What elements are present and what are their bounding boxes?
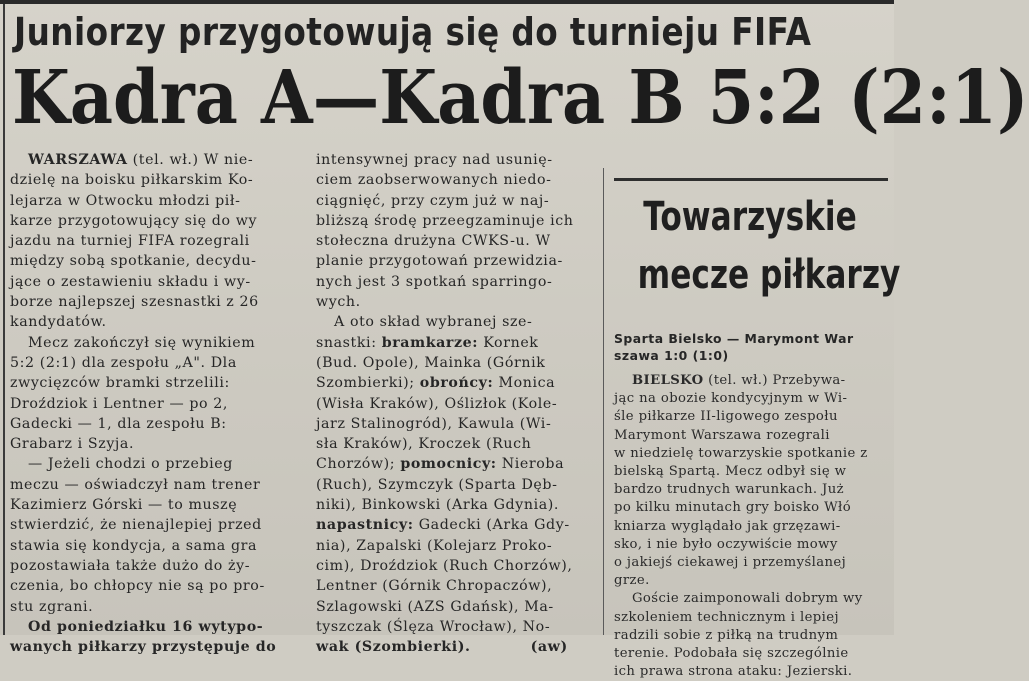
- article-line: w niedzielę towarzyskie spotkanie z: [614, 445, 868, 461]
- article-line: stu zgrani.: [10, 598, 94, 615]
- side-article-rule: [614, 178, 888, 181]
- article-column-2: [316, 150, 598, 657]
- side-article: [606, 168, 901, 680]
- article-line: 5:2 (2:1) dla zespołu „A". Dla: [10, 354, 237, 371]
- article-line: grze.: [614, 573, 650, 589]
- position-label-goalkeepers: bramkarze:: [381, 334, 479, 351]
- article-line: WARSZAWA (tel. wł.) W nie-: [28, 152, 254, 168]
- article-line: o jakiejś ciekawej i przemyślanej: [614, 555, 847, 571]
- position-label-defenders: obrońcy:: [419, 375, 494, 392]
- side-article-title-line2: mecze piłkarzy: [637, 252, 901, 298]
- article-line: jazdu na turniej FIFA rozegrali: [10, 233, 250, 250]
- side-article-title-line1: Towarzyskie: [643, 194, 857, 240]
- position-label-forwards: napastnicy:: [316, 517, 414, 534]
- article-line: karze przygotowujący się do wy: [10, 212, 258, 229]
- article-line: (Wisła Kraków), Oślizłok (Kole-: [316, 395, 558, 412]
- article-line: dzielę na boisku piłkarskim Ko-: [10, 172, 254, 189]
- article-line: Grabarz i Szyja.: [10, 436, 135, 453]
- article-line: ich prawa strona ataku: Jezierski.: [614, 664, 853, 680]
- article-line: szkoleniem technicznym i lepiej: [614, 609, 839, 625]
- article-line: napastnicy: Gadecki (Arka Gdy-: [316, 517, 570, 534]
- article-line: ciągnięć, przy czym już w naj-: [316, 192, 550, 209]
- article-line: po kilku minutach gry boisko Włó: [614, 500, 852, 516]
- article-line: Droździok i Lentner — po 2,: [10, 395, 229, 412]
- article-line: (Bud. Opole), Mainka (Górnik: [316, 354, 546, 371]
- kicker-headline: Juniorzy przygotowują się do turnieju FIFA: [14, 10, 812, 54]
- article-column-1: [10, 150, 304, 657]
- article-line: bielską Spartą. Mecz odbył się w: [614, 464, 847, 480]
- top-rule: [0, 0, 894, 4]
- article-line: snastki: bramkarze: Kornek: [316, 334, 539, 351]
- article-line: Goście zaimponowali dobrym wy: [632, 591, 863, 607]
- article-line: niki), Binkowski (Arka Gdynia).: [316, 497, 560, 514]
- article-line: radzili sobie z piłką na trudnym: [614, 627, 839, 643]
- article-line: planie przygotowań przewidzia-: [316, 253, 563, 270]
- article-line: jarz Stalinogród), Kawula (Wi-: [316, 415, 552, 432]
- article-line: Od poniedziałku 16 wytypo-: [28, 618, 264, 635]
- article-line: bardzo trudnych warunkach. Już: [614, 482, 844, 498]
- article-line: Marymont Warszawa rozegrali: [614, 427, 830, 443]
- column-divider: [603, 168, 604, 635]
- article-line: tyszczak (Ślęza Wrocław), No-: [316, 618, 551, 635]
- article-line: stołeczna drużyna CWKS-u. W: [316, 233, 551, 250]
- article-line: stawia się kondycja, a sama gra: [10, 537, 258, 554]
- article-line: cim), Droździok (Ruch Chorzów),: [316, 557, 573, 574]
- article-line: bliższą środę przeegzaminuje ich: [316, 212, 574, 229]
- side-dateline: BIELSKO: [632, 373, 704, 388]
- article-line: śle piłkarze II-ligowego zespołu: [614, 409, 838, 425]
- article-line: A oto skład wybranej sze-: [334, 314, 533, 331]
- article-line: sła Kraków), Kroczek (Ruch: [316, 436, 532, 453]
- article-line: wych.: [316, 294, 361, 311]
- article-line: między sobą spotkanie, decydu-: [10, 253, 257, 270]
- dateline: WARSZAWA: [28, 152, 128, 168]
- article-line: zwycięzców bramki strzelili:: [10, 375, 230, 392]
- author-signature: (aw): [530, 639, 568, 656]
- article-line: Kazimierz Górski — to muszę: [10, 497, 238, 514]
- article-line: lejarza w Otwocku młodzi pił-: [10, 192, 241, 209]
- side-article-body: [614, 372, 892, 681]
- article-line: borze najlepszej szesnastki z 26: [10, 294, 259, 311]
- article-line: ciem zaobserwowanych niedo-: [316, 172, 552, 189]
- article-line: terenie. Podobała się szczególnie: [614, 646, 849, 662]
- article-line: Gadecki — 1, dla zespołu B:: [10, 415, 227, 432]
- position-label-midfielders: pomocnicy:: [400, 456, 497, 473]
- article-line: jące o zestawieniu składu i wy-: [10, 273, 251, 290]
- article-line: kandydatów.: [10, 314, 107, 331]
- article-line: Mecz zakończył się wynikiem: [28, 334, 256, 351]
- article-line: pozostawiała także dużo do ży-: [10, 557, 251, 574]
- article-line: nych jest 3 spotkań sparringo-: [316, 273, 553, 290]
- article-line: Szombierki); obrońcy: Monica: [316, 375, 556, 392]
- article-line: meczu — oświadczył nam trener: [10, 476, 261, 493]
- article-line: sko, i nie było oczywiście mowy: [614, 536, 838, 552]
- article-line: Chorzów); pomocnicy: Nieroba: [316, 456, 565, 473]
- article-line: czenia, bo chłopcy nie są po pro-: [10, 578, 265, 595]
- side-article-result: Sparta Bielsko — Marymont War szawa 1:0 (1:0): [614, 331, 854, 363]
- article-line: Szlagowski (AZS Gdańsk), Ma-: [316, 598, 554, 615]
- article-line: kniarza wyglądało jak grzęzawi-: [614, 518, 841, 534]
- article-line: wak (Szombierki). (aw): [316, 639, 568, 656]
- article-line: jąc na obozie kondycyjnym w Wi-: [614, 391, 848, 407]
- left-column-rule: [3, 4, 5, 635]
- article-line: wanych piłkarzy przystępuje do: [10, 639, 277, 656]
- article-line: intensywnej pracy nad usunię-: [316, 152, 553, 168]
- article-line: BIELSKO (tel. wł.) Przebywa-: [632, 373, 846, 388]
- article-line: stwierdzić, że nienajlepiej przed: [10, 517, 262, 534]
- main-headline: Kadra A—Kadra B 5:2 (2:1): [12, 55, 1029, 141]
- article-line: Lentner (Górnik Chropaczów),: [316, 578, 553, 595]
- article-line: (Ruch), Szymczyk (Sparta Dęb-: [316, 476, 558, 493]
- article-line: nia), Zapalski (Kolejarz Proko-: [316, 537, 553, 554]
- article-line: — Jeżeli chodzi o przebieg: [28, 456, 233, 473]
